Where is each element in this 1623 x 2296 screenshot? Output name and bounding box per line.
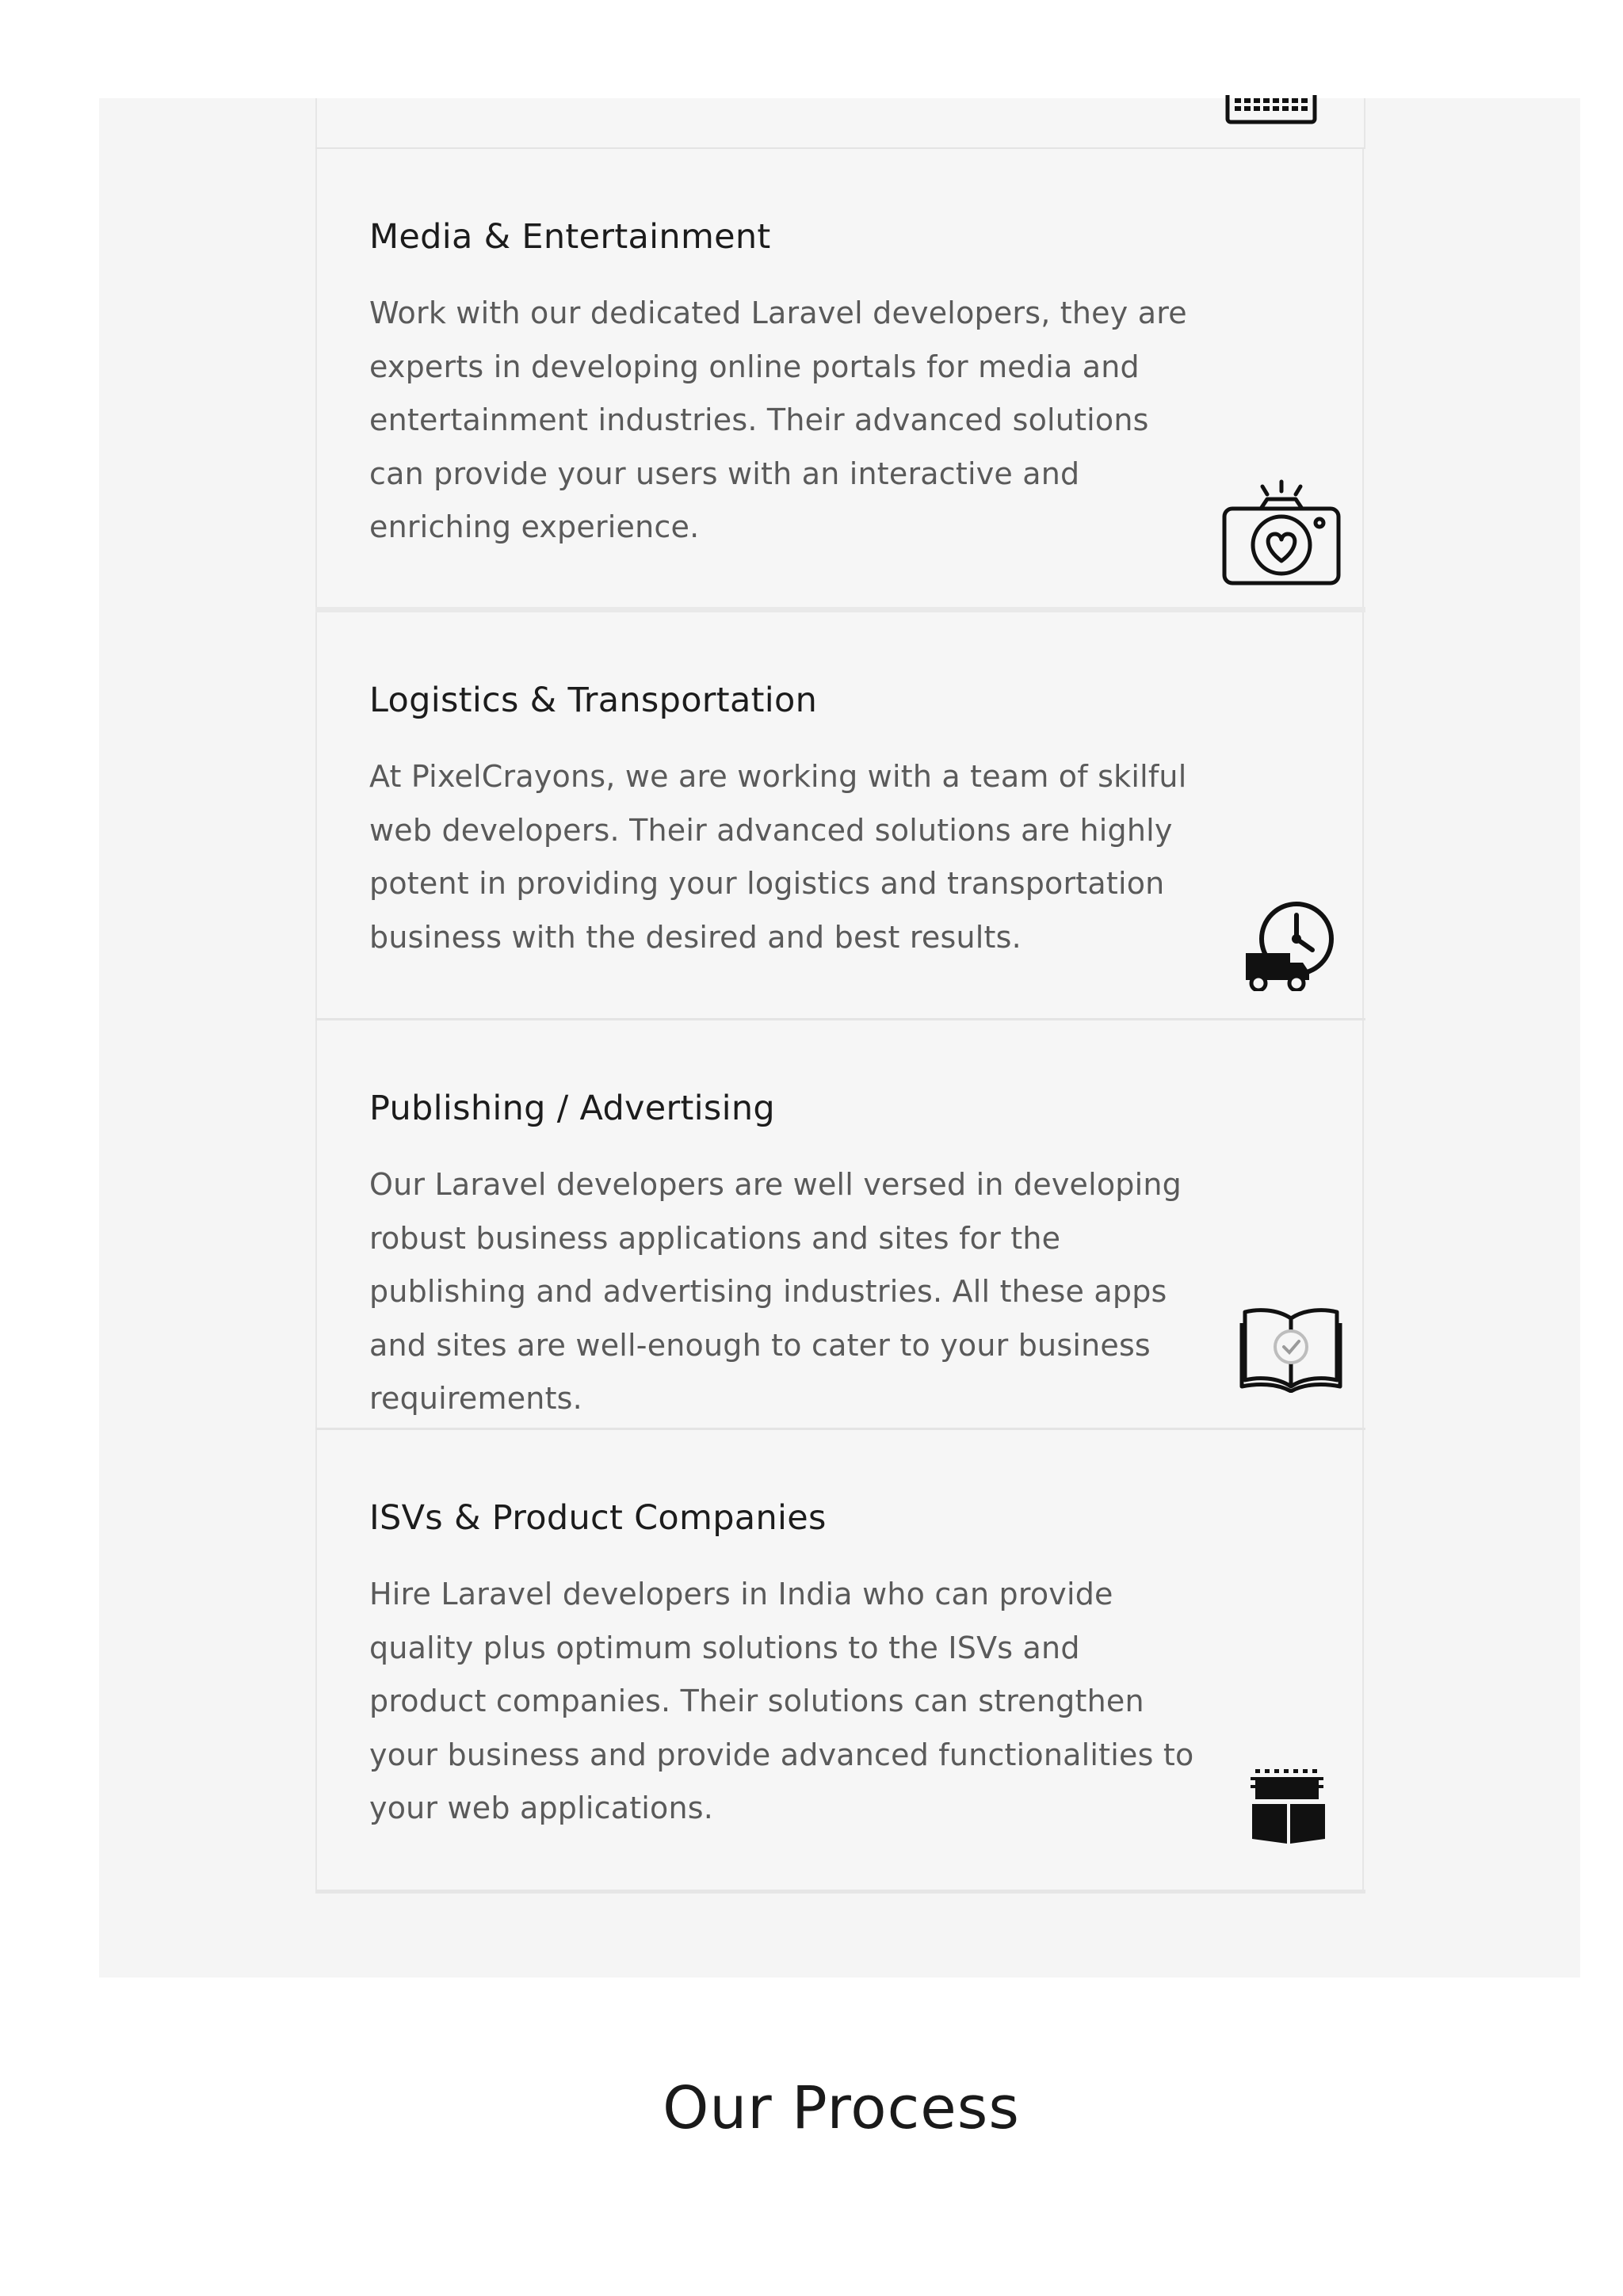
industry-title: Media & Entertainment: [369, 217, 771, 257]
camera-heart-icon: [1221, 479, 1342, 586]
industry-card-isv: [315, 1430, 1364, 1890]
keyboard-icon: [1225, 95, 1320, 127]
industry-card-media: [315, 149, 1364, 607]
card-divider: [315, 1890, 1365, 1894]
product-box-icon: [1249, 1768, 1328, 1847]
industry-title: ISVs & Product Companies: [369, 1498, 827, 1538]
industry-title: Logistics & Transportation: [369, 681, 818, 720]
industry-title: Publishing / Advertising: [369, 1089, 776, 1128]
card-divider: [315, 607, 1365, 612]
section-heading-our-process: Our Process: [663, 2074, 1020, 2142]
delivery-truck-clock-icon: [1244, 899, 1336, 991]
industry-card-partial: [315, 98, 1365, 148]
industry-description: Hire Laravel developers in India who can provide quality plus optimum solutions to the ISVs and product companies. Their solutions can strengthen your business and provide advanced functionalities to your web applications.: [369, 1577, 1194, 1825]
industry-card-publishing: [315, 1020, 1364, 1428]
industry-description: At PixelCrayons, we are working with a team of skilful web developers. Their advanced solutions are highly potent in providing your logistics and transportation business with the desired and best results.: [369, 759, 1187, 955]
industry-description: Work with our dedicated Laravel developers, they are experts in developing online portals for media and entertainment industries. Their advanced solutions can provide your users with an interactive and enriching experience.: [369, 296, 1187, 544]
open-book-check-icon: [1239, 1304, 1343, 1393]
industry-card-logistics: [315, 612, 1364, 1018]
industry-description: Our Laravel developers are well versed in developing robust business applications and sites for the publishing and advertising industries. All these apps and sites are well-enough to cater to your business requirements.: [369, 1167, 1182, 1416]
